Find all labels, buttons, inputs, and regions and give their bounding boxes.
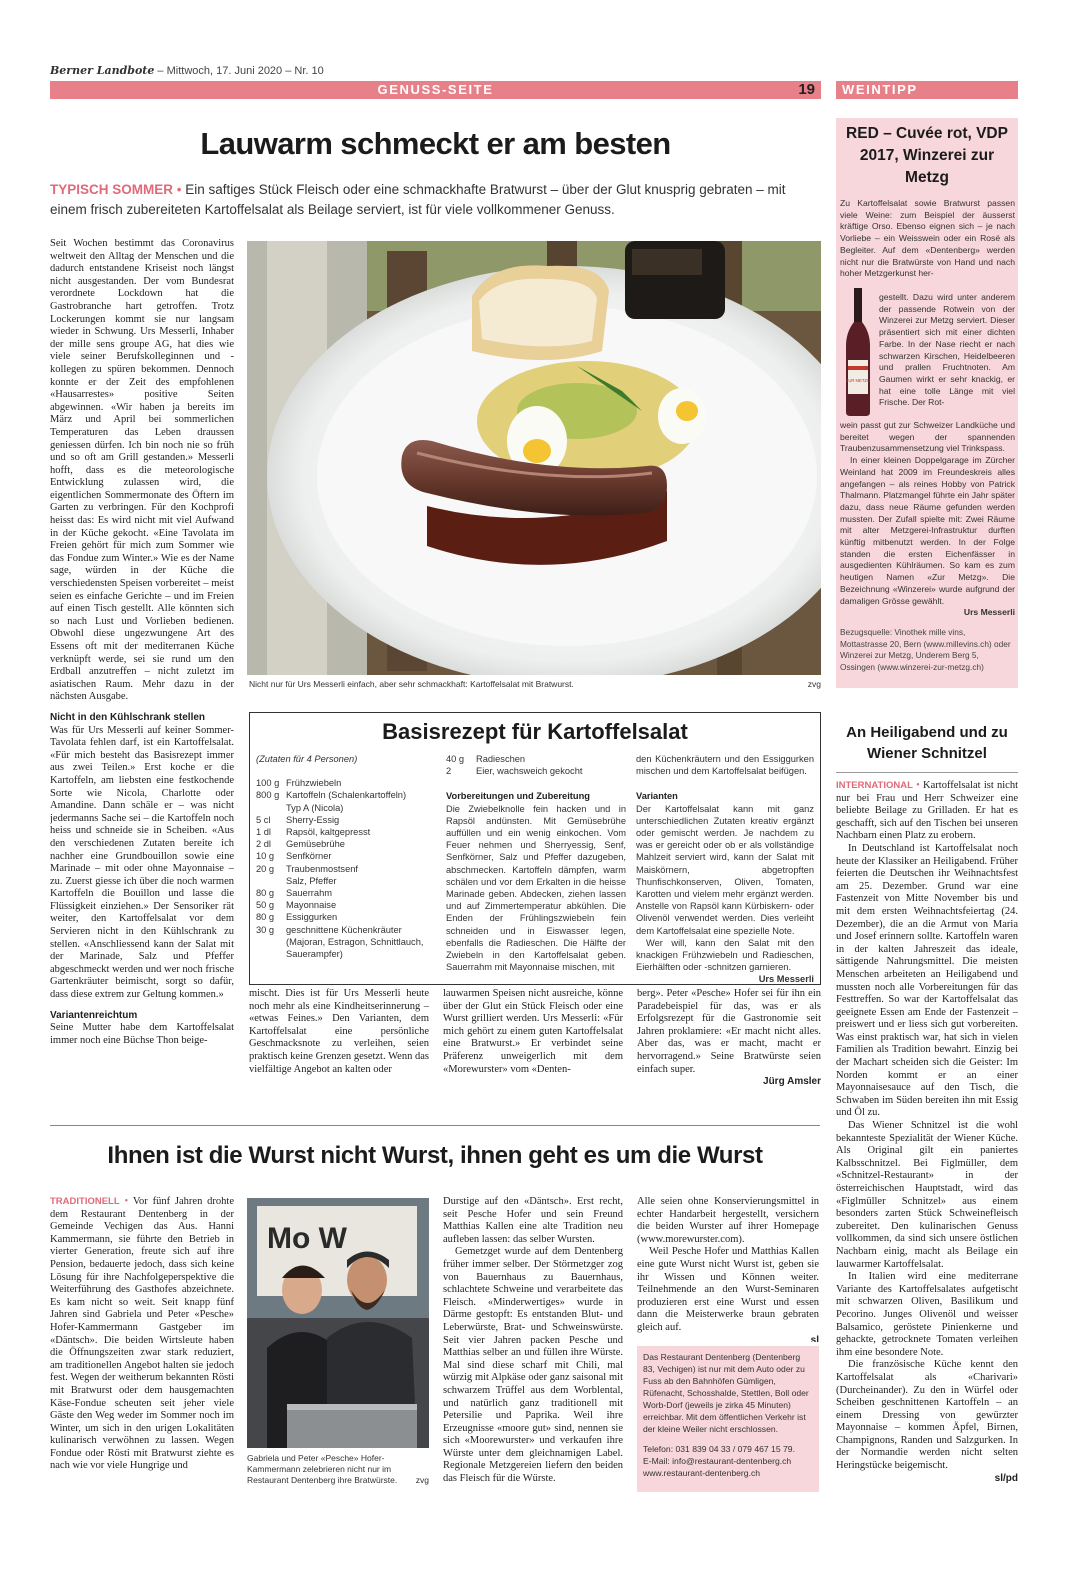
ingredient-row <box>256 838 436 850</box>
bratwurst-photo <box>247 241 821 675</box>
dentenberg-website[interactable]: www.restaurant-dentenberg.ch <box>643 1468 761 1478</box>
ingredient-row <box>256 936 436 948</box>
ingredient-name: Gemüsebrühe <box>286 839 345 850</box>
ingredient-name: Essiggurken <box>286 912 338 923</box>
heilig-kicker: INTERNATIONAL <box>836 780 913 791</box>
main-photo <box>247 241 821 675</box>
dentenberg-info-box <box>637 1346 819 1492</box>
wurst-author: sl <box>810 1334 819 1342</box>
ingredient-name: Salz, Pfeffer <box>286 875 337 886</box>
ingredient-quantity: 800 g <box>256 790 280 801</box>
wine-text-bottom <box>840 420 1015 619</box>
ingredient-quantity: 2 <box>446 766 452 777</box>
bottle-label: ZUR METZG <box>845 378 871 383</box>
ingredient-name: Eier, wachsweich gekocht <box>476 766 583 777</box>
ingredient-name: Traubenmostsenf <box>286 863 359 874</box>
ingredient-row <box>256 875 436 887</box>
ingredient-name: Radieschen <box>476 754 526 764</box>
wurst-photo-caption: Gabriela und Peter «Pesche» Hofer-Kammermann zelebrieren nicht nur im Restaurant Dentenberg ihre Bratwürste. zvg <box>247 1453 429 1485</box>
ingredient-quantity: 1 dl <box>256 827 271 838</box>
photo-caption: Nicht nur für Urs Messerli einfach, aber sehr schmackhaft: Kartoffelsalat mit Bratwurst. <box>249 679 574 689</box>
article-paragraph: Seit Wochen bestimmt das Coronavirus weltweit den Alltag der Menschen und die dadurch entstandene Kriseist noch längst nicht ausgestanden. Der vom Bundesrat verordnete Lockdown hat die Gastrobranche hart getroffen. Trotz Lockerungen kommt sie nur langsam wieder in Schwung. Urs Messerli, Inhaber der mille sens groupe AG, hat dies wie viele seiner Berufskolleginnen und -kollegen zu spüren bekommen. Dennoch konnte er der Zeit des empfohlenen «Hausarrestes» positive Seiten abgewinnen. «Wir haben ja bereits im März und April bei sommerlichen Temperaturen das Leben draussen geniessen dürfen. Ich bin noch nie so früh und so oft am Grill gestanden.» Messerli hofft, dass es die meteorologische Entwicklung zulassen wird, die eigentlichen Sommermonate des Öftern im Garten zu verbringen. Für den Kochprofi heisst das: Es wird nicht mit viel Aufwand in der Küche gekocht. «Eine Tavolata im Freien gehört für mich zum Sommer wie das Fondue zum Winter.» Wie es der Name sage, würden in der Küche die verschiedensten Speisen vorbereitet – meist seien es einfache Gerichte – und im Freien auf einen Tisch gestellt. Alle könnten sich so nach Lust und Vorlieben bedienen. Obwohl diese ungezwungene Art des Essens oft mit der mediterranen Küche verknüpft werde, sei sie rund um den Erdball anzutreffen – nicht zuletzt im asiatischen Raum. Mehr dazu in der nächsten Ausgabe. <box>50 238 234 703</box>
ingredient-list <box>256 777 436 960</box>
recipe-ingredients <box>256 753 436 960</box>
heilig-headline: An Heiligabend und zu Wiener Schnitzel <box>846 724 1008 762</box>
article-column-3: lauwarmen Speisen nicht ausreiche, könne über der Glut ein Stück Fleisch oder eine Wurst grilliert werden. Urs Messerli: «Für mich gehört zu einem guten Kartoffelsalat eine Bratwurst.» Er verbindet seine Präferenz unweigerlich mit dem «Morewurster» vom «Denten- <box>443 988 623 1075</box>
article-lead: TYPISCH SOMMER • Ein saftiges Stück Fleisch oder eine schmackhafte Bratwurst – über der Glut knusprig gebraten – mit einem frisch zubereiteten Kartoffelsalat als Beilage serviert, ist für viele vollkommener Genuss. <box>50 182 786 217</box>
wine-source: Bezugsquelle: Vinothek mille vins, Mottastrasse 20, Bern (www.millevins.ch) oder Winzerei zur Metzg, Underem Berg 5, Ossingen (www.winzerei-zur-metzg.ch) <box>840 627 1011 672</box>
wine-text-top: Zu Kartoffelsalat sowie Bratwurst passen viele Weine: zum Beispiel der äusserst kräftige Orso. Ebenso eignen sich – je nach Vorliebe – ein Weisswein oder ein Rosé als Begleiter. Auf dem «Dentenberg» werden nicht nur die Bratwürste von Hand und nach hoher Metzgerkunst her- <box>840 198 1015 279</box>
variants-text-2: Wer will, kann den Salat mit den knackigen Frühzwiebeln und Radieschen, Eierhälften oder -schnitzen garnieren. <box>636 937 814 973</box>
article-author: Jürg Amsler <box>763 1076 821 1088</box>
ingredient-row <box>256 850 436 862</box>
ingredient-quantity: 80 g <box>256 912 275 923</box>
ingredient-quantity: 30 g <box>256 924 275 935</box>
lead-kicker: TYPISCH SOMMER <box>50 182 174 197</box>
ingredient-row <box>256 863 436 875</box>
ingredient-row <box>256 887 436 899</box>
ingredient-name: Senfkörner <box>286 851 332 862</box>
heilig-author: sl/pd <box>994 1472 1018 1484</box>
ingredient-row <box>256 826 436 838</box>
wine-bottle-icon <box>840 288 876 416</box>
ingredient-name: Sherry-Essig <box>286 814 340 825</box>
prep-heading: Vorbereitungen und Zubereitung <box>446 791 590 802</box>
wurst-paragraph: Gemetzget wurde auf dem Dentenberg früher immer selber. Der Störmetzger zog von Bauernhaus zu Bauernhaus, schlachtete Schweine und verarbeitete das Fleisch. «Minderwertiges» wurde in Därme gestopft: Es entstanden Blut- und Leberwürste, Brat- und Schweinswürste. Seit vier Jahren packen Pesche und Matthias selber an und füllen ihre Würste. Mal sind diese scharf mit Chili, mal würzig mit Alpkäse oder ganz saisonal mit schwarzem Trüffel aus dem Worblental, und natürlich ganz traditionell mit Petersilie und Paprika. Weil ihre Erzeugnisse «moore gut» sind, nennen sie sich «Moorewurster» und verkaufen ihre Würste unter dem gleichnamigen Label. Regionale Metzgereien liefern den beiden das Fleisch für die Würste. <box>443 1246 623 1485</box>
photo-credit: zvg <box>807 679 821 689</box>
ingredient-name: Typ A (Nicola) <box>286 802 344 813</box>
ingredient-quantity <box>256 936 286 948</box>
newspaper-brand: Berner Landbote <box>50 64 155 77</box>
wurst-paragraph: Durstige auf den «Däntsch». Erst recht, seit Pesche Hofer und sein Freund Matthias Kallen eine alte Tradition neu aufleben lassen: das selber Wursten. <box>443 1196 623 1245</box>
section-title: GENUSS-SEITE <box>377 82 494 97</box>
ingredient-quantity: 40 g <box>446 754 465 764</box>
prep-text-continued: den Küchenkräutern und den Essiggurken mischen und dem Kartoffelsalat beifügen. <box>636 754 814 777</box>
ingredient-name: Sauerrahm <box>286 888 332 899</box>
ingredient-quantity <box>256 802 286 814</box>
dentenberg-info: Das Restaurant Dentenberg (Dentenberg 83, Vechigen) ist nur mit dem Auto oder zu Fuss ab den Bahnhöfen Gümligen, Rüfenacht, Schosshalde, Stettlen, Boll oder Worb-Dorf (jeweils je zirka 45 Minuten) erreichbar. Mit dem öffentlichen Verkehr ist der kleine Weiler nicht erschlossen. <box>643 1352 809 1434</box>
wine-text-side: gestellt. Dazu wird unter anderem der passende Rotwein von der Winzerei zur Metzg serviert. Dieser präsentiert sich mit einer dichten Farbe. In der Nase riecht er nach schwarzen Kirschen, Heidelbeeren und prallen Fruchtnoten. Am Gaumen wirkt er sehr knackig, er hat eine tolle Länge mit viel Frische. Der Rot- <box>879 292 1015 408</box>
ingredient-row <box>256 924 436 936</box>
ingredient-quantity: 80 g <box>256 888 275 899</box>
heilig-paragraph: Das Wiener Schnitzel ist die wohl bekannteste Spezialität der Wiener Küche. Als Original gilt ein paniertes Kalbsschnitzel. Bei Figlmüller, dem «Schnitzel-Restaurant» in der österreichischen Hauptstadt, wird das «Figlmüller Schnitzel» aus einem besonders zarten Stück Schweinefleisch zubereitet. Den kulinarischen Genuss vollkommen, da sind sich unsere östlichen Nachbarn einig, macht als Beilage ein lauwarmer Kartoffelsalat. <box>836 1120 1018 1270</box>
subheading: Nicht in den Kühlschrank stellen <box>50 711 206 723</box>
ingredient-row <box>256 777 436 789</box>
ingredient-quantity <box>256 948 286 960</box>
article-column-1 <box>50 238 234 1108</box>
ingredient-name: Frühzwiebeln <box>286 778 342 789</box>
recipe-variants <box>636 753 814 985</box>
ingredient-name: Kartoffeln (Schalenkartoffeln) <box>286 790 407 801</box>
ingredient-name: geschnittene Küchenkräuter <box>286 924 402 935</box>
ingredient-row <box>256 948 436 960</box>
subheading: Variantenreichtum <box>50 1009 138 1021</box>
article-column-4 <box>637 988 821 1108</box>
ingredient-row <box>256 814 436 826</box>
ingredient-row <box>256 899 436 911</box>
ingredient-quantity: 50 g <box>256 900 275 911</box>
ingredient-name: Mayonnaise <box>286 900 337 911</box>
section-bar <box>50 81 821 99</box>
wurst-column-1: TRADITIONELL • Vor fünf Jahren drohte dem Restaurant Dentenberg in der Gemeinde Vechigen das Aus. Hanni Kammermann, sie führte den Betrieb in vierter Generation, freute sich auf ihre Pension, bedauerte jedoch, dass sich keine Lösung für ihre Nachfolgeperspektive die Weiterführung des Gasthofes abzeichnete. Es kam nicht so weit. Seit knapp fünf Jahren sind Gabriela und Peter «Pesche» Hofer-Kammermann Gastgeber im «Däntsch». Die beiden Wirtsleute haben die Öffnungszeiten zwar stark reduziert, am traditionellen Angebot halten sie jedoch fest. Wegen der weitherum bekannten Rösti mit Bratwurst oder dem hausgemachten Käse-Fondue scheuten seit jeher viele Gäste den Weg weder im Sommer noch im Winter, um sich in den urigen Lokalitäten kulinarisch verwöhnen zu lassen. Wegen Fondue oder Rösti mit Bratwurst ziehte es nach wie vor viele Hungrige und <box>50 1196 234 1472</box>
recipe-box <box>249 712 821 985</box>
heilig-column <box>836 780 1018 1500</box>
wurst-kicker: TRADITIONELL <box>50 1196 120 1207</box>
sign-text: Mo W <box>267 1222 347 1255</box>
article-paragraph: Was für Urs Messerli auf keiner Sommer-Tavolata fehlen darf, ist ein Kartoffelsalat. «Für mich besteht das Basisrezept immer aus zwei Teilen.» Erst koche er die Kartoffeln, am liebsten eine festkochende Sorte wie Nicola, Charlotte oder Amandine. Dann schäle er – was nicht jedermanns Sache sei – die Kartoffeln noch heiss und schneide sie in Scheiben. «Aus den verschiedenen Zutaten bereite ich nachher eine Grundbouillon sowie eine Marinade – mit oder ohne Mayonnaise – zu. Zuerst giesse ich über die noch warmen Kartoffeln die Bouillon und lasse die Flüssigkeit einziehen.» Der Sensoriker rät weiter, den Kartoffelsalat vor dem Servieren nicht in den Kühlschrank zu stellen. «Anschliessend kann der Salat mit der Marinade, Salz und Pfeffer abgeschmeckt werden und wer noch frische Gartenkräuter beimischt, sorgt so dafür, dass diese extrem zur Geltung kommen.» <box>50 724 234 1001</box>
wine-title: RED – Cuvée rot, VDP 2017, Winzerei zur Metzg <box>846 125 1008 186</box>
weintipp-bar <box>836 81 1018 99</box>
weintipp-title: WEINTIPP <box>842 82 918 97</box>
masthead <box>50 64 550 80</box>
ingredient-row <box>446 753 626 765</box>
ingredient-row <box>446 765 626 777</box>
divider <box>50 1125 820 1126</box>
ingredient-list-continued <box>446 753 626 777</box>
ingredient-name: Rapsöl, kaltgepresst <box>286 827 371 838</box>
wine-author: Urs Messerli <box>963 607 1015 618</box>
recipe-servings: (Zutaten für 4 Personen) <box>256 754 358 764</box>
recipe-preparation <box>446 753 626 973</box>
wine-bottle-image <box>840 288 876 416</box>
dentenberg-phone: Telefon: 031 839 04 33 / 079 467 15 79. <box>643 1444 795 1454</box>
ingredient-quantity: 2 dl <box>256 839 271 850</box>
variants-heading: Varianten <box>636 791 678 802</box>
wurst-column-2 <box>443 1196 623 1496</box>
variants-text: Der Kartoffelsalat kann mit ganz unterschiedlichen Zutaten kreativ ergänzt oder gemischt werden. Je nachdem zu was er gereicht oder ob er als vollständige Mahlzeit serviert wird, kann der Salat mit Maiskörnern, abgetropften Thunfischkonserven, Oliven, Tomaten, Karotten und vielem mehr ergänzt werden. Anstelle von Rapsöl kann Kürbiskern- oder Olivenöl verwendet werden. Dies verleiht dem Kartoffelsalat eine spezielle Note. <box>636 803 814 936</box>
lead-text: Ein saftiges Stück Fleisch oder eine schmackhafte Bratwurst – über der Glut knusprig gebraten – mit einem frisch zubereiteten Kartoffelsalat als Beilage serviert, ist für viele vollkommener Genuss. <box>50 182 786 217</box>
wurst-photo-credit: zvg <box>415 1475 429 1485</box>
weintipp-box <box>836 118 1018 688</box>
heilig-paragraph: Die französische Küche kennt den Kartoffelsalat als «Charivari» (Durcheinander). Zu den in Würfel oder Scheiben geschnittenen Kartoffeln – an einem Dressing von gewürzter Mayonnaise – kommen Äpfel, Birnen, Champignons, Randen und Salzgurken. In der Normandie werden nicht selten Heringstücke beigemischt. <box>836 1359 1018 1472</box>
ingredient-quantity: 100 g <box>256 778 280 789</box>
ingredient-row <box>256 802 436 814</box>
heilig-paragraph: INTERNATIONAL • Kartoffelsalat ist nicht nur bei Frau und Herr Schweizer eine beliebte Beilage zu Grilladen. Er hat es geschafft, sich auf den Tischen bei unseren Nachbarn einen Platz zu erobern. <box>836 780 1018 842</box>
heilig-paragraph: In Italien wird eine mediterrane Variante des Kartoffelsalates aufgetischt mit schwarzen Oliven, Basilikum und Pecorino. Junges Olivenöl und weisser Balsamico, geröstete Pinienkerne und gehackte, getrocknete Tomaten verleihen ihm eine besondere Note. <box>836 1271 1018 1358</box>
ingredient-quantity <box>256 875 286 887</box>
wurst-headline: Ihnen ist die Wurst nicht Wurst, ihnen geht es um die Wurst <box>107 1142 763 1169</box>
wurst-paragraph: Vor fünf Jahren drohte dem Restaurant Dentenberg in der Gemeinde Vechigen das Aus. Hanni Kammermann, sie führte den Betrieb in vierter Generation, freute sich auf ihre Pension, bedauerte jedoch, dass sich keine Lösung für ihre Nachfolgeperspektive die Weiterführung des Gasthofes abzeichnete. Es kam nicht so weit. Seit knapp fünf Jahren sind Gabriela und Peter «Pesche» Hofer-Kammermann Gastgeber im «Däntsch». Die beiden Wirtsleute haben die Öffnungszeiten zwar stark reduziert, am traditionellen Angebot halten sie jedoch fest. Wegen der weitherum bekannten Rösti mit Bratwurst oder dem hausgemachten Käse-Fondue scheuten seit jeher viele Gäste den Weg weder im Sommer noch im Winter, um sich in den urigen Lokalitäten kulinarisch verwöhnen zu lassen. Wegen Fondue oder Rösti mit Bratwurst ziehte es nach wie vor viele Hungrige und <box>50 1196 234 1472</box>
ingredient-row <box>256 911 436 923</box>
wurst-paragraph: Alle seien ohne Konservierungsmittel in echter Handarbeit hergestellt, versichern die beiden Wurster auf ihrer Homepage (www.morewurster.com). <box>637 1196 819 1245</box>
prep-text: Die Zwiebelknolle fein hacken und in Rapsöl andünsten. Mit Gemüsebrühe auffüllen und ein wenig einkochen. Vom Feuer nehmen und Sherryessig, Senf, Senfkörner, Salz und Pfeffer dazugeben, abschmecken. Kartoffeln dämpfen, warm schälen und vor dem Erkalten in die heisse Marinade geben. Abdecken, ziehen lassen und auf Zimmertemperatur abkühlen. Die Enden der Frühlingszwiebeln fein schneiden und in Eiswasser legen, ebenfalls die Radieschen. Die Hälfte der Zwiebeln in den Kartoffelsalat geben. Sauerrahm mit Mayonnaise mischen, mit <box>446 803 626 973</box>
divider <box>836 772 1018 773</box>
ingredient-quantity: 10 g <box>256 851 275 862</box>
recipe-title: Basisrezept für Kartoffelsalat <box>382 719 688 744</box>
ingredient-quantity: 20 g <box>256 863 275 874</box>
wurst-photo <box>247 1198 429 1448</box>
main-headline: Lauwarm schmeckt er am besten <box>200 126 671 161</box>
wurst-paragraph: Weil Pesche Hofer und Matthias Kallen eine gute Wurst nicht Wurst ist, geben sie ihr Wissen und Können weiter. Teilnehmende an den Wurst-Seminaren produzieren erst eine Wurst und essen dann die Meisterwerke braun gebraten gleich auf. <box>637 1246 819 1333</box>
ingredient-row <box>256 789 436 801</box>
wurst-column-3 <box>637 1196 819 1342</box>
ingredient-quantity: 5 cl <box>256 814 271 825</box>
recipe-author: Urs Messerli <box>758 974 814 985</box>
heilig-paragraph: In Deutschland ist Kartoffelsalat noch heute der Klassiker an Heiligabend. Früher feierten die Deutschen ihr Weihnachtsfest am 25. Dezember. Grund war eine Fastenzeit von Mitte November bis und mit dem ersten Weihnachtsfeiertag (24. Dezember), die an die Armut von Maria und Josef erinnern sollte. Kartoffeln waren in der kalten Jahreszeit das ideale, sättigende Nahrungsmittel. Die meisten Menschen arbeiteten an Heiligabend und mussten noch alle Vorbereitungen für das Festtreffen. So war der Kartoffelsalat das geeignete Essen am Ende der Fastenzeit – preiswert und er liess sich gut vorbereiten. Was einst praktisch war, hat sich in vielen Familien als Tradition bewahrt. Einzig bei der Machart scheiden sich die Geister: Im Norden kommt er an einer Mayonnaisesauce auf den Tisch, die Schwaben im Süden bereiten ihn mit Essig und Öl zu. <box>836 842 1018 1119</box>
article-paragraph: berg». Peter «Pesche» Hofer sei für ihn ein Paradebeispiel für das, was er als Erfolgsrezept für die Gastronomie seit Jahren proklamiere: «Er macht nicht alles. Aber das, was er macht, macht er hervorragend.» Seine Bratwürste seien einfach super. <box>637 988 821 1075</box>
wine-paragraph: wein passt gut zur Schweizer Landküche und bereitet wegen der spannenden Traubenzusammensetzung viel Trinkspass. <box>840 420 1015 454</box>
issue-date: – Mittwoch, 17. Juni 2020 – Nr. 10 <box>154 65 324 77</box>
article-column-2: mischt. Dies ist für Urs Messerli heute noch mehr als eine Kindheitserinnerung – «etwas Feines.» Den Varianten, dem Kartoffelsalat eine persönliche Geschmacksnote zu verleihen, seien praktisch keine Grenzen gesetzt. Wenn das vielfältige Angebot an kalten oder <box>249 988 429 1075</box>
article-paragraph: Seine Mutter habe dem Kartoffelsalat immer noch eine Büchse Thon beige- <box>50 1022 234 1046</box>
dentenberg-email[interactable]: E-Mail: info@restaurant-dentenberg.ch <box>643 1456 792 1466</box>
hofer-couple-photo <box>247 1198 429 1448</box>
ingredient-name: Sauerampfer) <box>286 949 343 960</box>
ingredient-name: (Majoran, Estragon, Schnittlauch, <box>286 936 424 947</box>
wine-paragraph-2: In einer kleinen Doppelgarage im Zürcher Weinland hat 2009 im Freundeskreis alles angefangen – als reines Hobby von Patrick Thalmann. Platzmangel führte ein Jahr später dazu, dass neue Räume gefunden werden mussten. Der Zufall spielte mit: Zwei Räume mit alter Metzgerei-Infrastruktur durften künftig mitbenutzt werden. In der Folge standen die ersten Eichenfässer in ausgedienten Kühlräumen. So kam es zum heutigen Namen «Zur Metzg». Die Bezeichnung «Winzerei» wurde aufgrund der damaligen Grösse gewählt. <box>840 455 1015 606</box>
page-number: 19 <box>798 81 815 98</box>
